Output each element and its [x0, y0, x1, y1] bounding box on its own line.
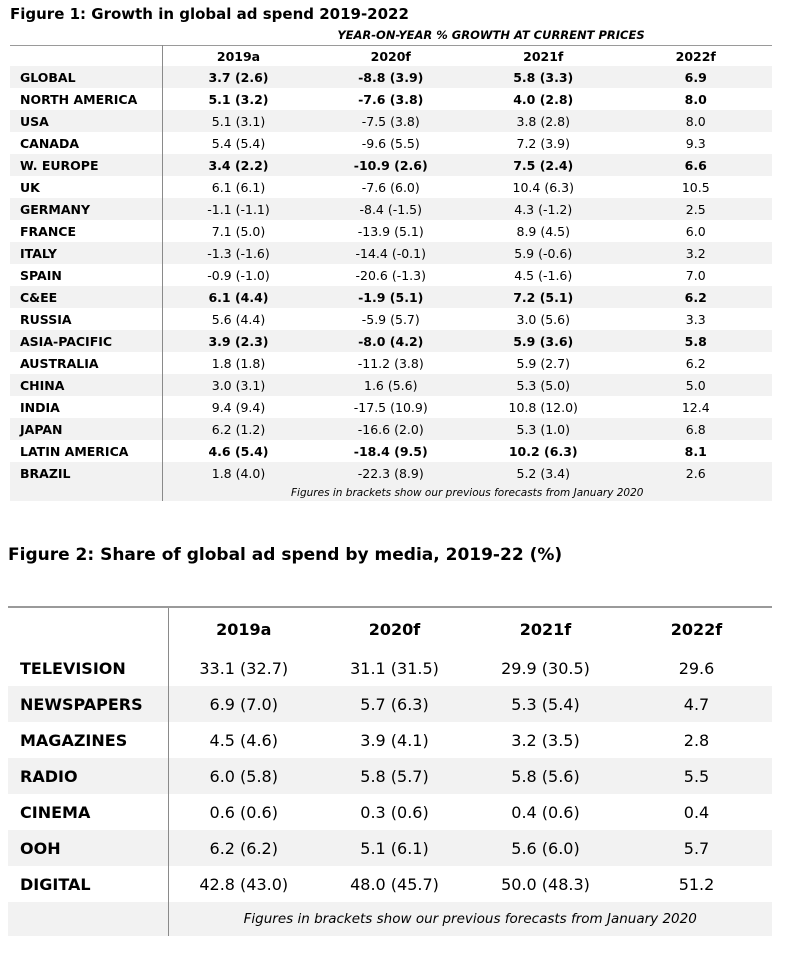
figure1-title: Figure 1: Growth in global ad spend 2019-2022: [10, 5, 409, 23]
column-header: 2020f: [368, 619, 421, 639]
table-cell: 8.0: [620, 110, 773, 132]
table-row: [10, 176, 772, 198]
footnote-row: [8, 902, 772, 936]
column-header: 2020f: [370, 48, 411, 64]
table-row: [10, 242, 772, 264]
header-row: [8, 607, 772, 650]
table-row: [10, 132, 772, 154]
table-cell: 3.2: [620, 242, 773, 264]
row-label: W. EUROPE: [10, 154, 162, 176]
figure1-table-body: [10, 46, 772, 502]
table-cell: 6.9: [620, 66, 773, 88]
table-row: [10, 308, 772, 330]
table-cell: 3.0 (3.1): [162, 374, 315, 396]
row-label: UK: [10, 176, 162, 198]
table-cell: 5.6 (4.4): [211, 311, 266, 327]
table-row: [8, 794, 772, 830]
table-cell: 6.9 (7.0): [168, 686, 319, 722]
table-cell: 3.2 (3.5): [511, 730, 580, 750]
table-cell: 8.1: [684, 443, 707, 459]
table-cell: 4.5 (4.6): [209, 730, 278, 750]
table-cell: 48.0 (45.7): [350, 874, 439, 894]
table-cell: 3.9 (2.3): [162, 330, 315, 352]
table-cell: 9.4 (9.4): [211, 399, 266, 415]
table-cell: -1.3 (-1.6): [162, 242, 315, 264]
table-cell: -9.6 (5.5): [361, 135, 420, 151]
table-cell: 8.0: [684, 91, 707, 107]
table-cell: 50.0 (48.3): [501, 874, 590, 894]
table-row: [10, 88, 772, 110]
table-cell: 5.8 (3.3): [467, 66, 620, 88]
table-cell: -8.4 (-1.5): [315, 198, 468, 220]
table-cell: 29.9 (30.5): [501, 658, 590, 678]
table-cell: 29.6: [678, 658, 715, 678]
table-cell: 5.8 (5.7): [319, 758, 470, 794]
header-corner: [10, 46, 162, 67]
table-cell: 2.6: [620, 462, 773, 484]
table-cell: -5.9 (5.7): [361, 311, 420, 327]
row-label: ITALY: [10, 242, 162, 264]
column-header: 2021f: [519, 619, 572, 639]
table-cell: 7.5 (2.4): [467, 154, 620, 176]
column-header: 2019a: [216, 619, 272, 639]
figure2-table: [8, 606, 772, 936]
table-cell: 0.3 (0.6): [360, 802, 429, 822]
table-cell: 5.5: [621, 758, 772, 794]
table-row: [10, 220, 772, 242]
table-cell: -1.1 (-1.1): [162, 198, 315, 220]
table-row: [10, 264, 772, 286]
table-cell: 3.7 (2.6): [162, 66, 315, 88]
footnote: Figures in brackets show our previous forecasts from January 2020: [168, 902, 772, 936]
figure2-title: Figure 2: Share of global ad spend by media, 2019-22 (%): [8, 545, 563, 565]
table-cell: -14.4 (-0.1): [315, 242, 468, 264]
column-header: 2021f: [523, 48, 564, 64]
table-cell: 5.3 (1.0): [467, 418, 620, 440]
table-cell: 5.1 (6.1): [319, 830, 470, 866]
table-cell: 5.1 (3.2): [208, 91, 269, 107]
row-label: AUSTRALIA: [10, 352, 162, 374]
row-label: GERMANY: [10, 198, 162, 220]
row-label: OOH: [8, 830, 168, 866]
table-cell: 5.7 (6.3): [319, 686, 470, 722]
table-cell: 5.9 (3.6): [467, 330, 620, 352]
row-label: BRAZIL: [10, 462, 162, 484]
table-cell: 6.8: [620, 418, 773, 440]
column-header: 2019a: [216, 48, 261, 64]
table-row: [10, 462, 772, 484]
row-label: NEWSPAPERS: [8, 686, 168, 722]
figure1-table: [10, 45, 772, 501]
table-row: [8, 830, 772, 866]
table-cell: -11.2 (3.8): [357, 355, 424, 371]
table-row: [10, 286, 772, 308]
table-cell: -10.9 (2.6): [315, 154, 468, 176]
row-label: TELEVISION: [8, 650, 168, 686]
row-label: GLOBAL: [10, 66, 162, 88]
table-cell: 10.2 (6.3): [508, 443, 578, 459]
table-cell: 4.0 (2.8): [513, 91, 574, 107]
table-cell: 5.1 (3.1): [162, 110, 315, 132]
row-label: FRANCE: [10, 220, 162, 242]
table-cell: 4.7: [621, 686, 772, 722]
row-label: C&EE: [10, 286, 162, 308]
table-cell: 10.8 (12.0): [508, 399, 578, 415]
table-cell: 5.0: [620, 374, 773, 396]
table-cell: 3.0 (5.6): [516, 311, 570, 327]
row-label: INDIA: [10, 396, 162, 418]
table-row: [10, 374, 772, 396]
table-cell: -22.3 (8.9): [315, 462, 468, 484]
table-cell: 6.2: [620, 286, 773, 308]
row-label: MAGAZINES: [8, 722, 168, 758]
table-cell: -7.6 (3.8): [358, 91, 424, 107]
table-row: [8, 722, 772, 758]
table-cell: 6.1 (6.1): [211, 179, 266, 195]
table-cell: -17.5 (10.9): [353, 399, 428, 415]
row-label: CINEMA: [8, 794, 168, 830]
table-row: [8, 866, 772, 902]
table-row: [10, 110, 772, 132]
table-cell: 33.1 (32.7): [199, 658, 289, 678]
table-cell: 6.0: [685, 223, 706, 239]
table-cell: 0.4: [683, 802, 710, 822]
table-cell: 6.2: [685, 355, 706, 371]
table-cell: 2.5: [620, 198, 773, 220]
table-cell: 0.6 (0.6): [209, 802, 278, 822]
row-label: CHINA: [10, 374, 162, 396]
table-row: [10, 440, 772, 462]
table-cell: 6.6: [620, 154, 773, 176]
row-label: ASIA-PACIFIC: [10, 330, 162, 352]
table-cell: 3.9 (4.1): [360, 730, 429, 750]
table-row: [10, 396, 772, 418]
table-cell: 12.4: [681, 399, 710, 415]
table-cell: -1.9 (5.1): [315, 286, 468, 308]
table-cell: 3.3: [685, 311, 706, 327]
table-row: [10, 154, 772, 176]
table-cell: 5.3 (5.0): [467, 374, 620, 396]
table-cell: 7.1 (5.0): [211, 223, 266, 239]
table-cell: 5.9 (2.7): [516, 355, 570, 371]
table-cell: 3.8 (2.8): [467, 110, 620, 132]
footnote: Figures in brackets show our previous forecasts from January 2020: [162, 484, 772, 501]
table-cell: -8.0 (4.2): [315, 330, 468, 352]
row-label: JAPAN: [10, 418, 162, 440]
row-label: CANADA: [10, 132, 162, 154]
table-cell: 1.6 (5.6): [315, 374, 468, 396]
figure2-table-body: [8, 607, 772, 936]
table-cell: -13.9 (5.1): [357, 223, 424, 239]
table-row: [10, 330, 772, 352]
table-cell: 5.2 (3.4): [467, 462, 620, 484]
table-cell: 9.3: [685, 135, 706, 151]
header-row: [10, 46, 772, 67]
figure1-table-container: [10, 26, 772, 501]
footnote-row: [10, 484, 772, 501]
table-cell: -20.6 (-1.3): [355, 267, 426, 283]
table-cell: -7.5 (3.8): [315, 110, 468, 132]
table-cell: -16.6 (2.0): [315, 418, 468, 440]
table-cell: 1.8 (1.8): [211, 355, 266, 371]
table-cell: 5.8: [620, 330, 773, 352]
table-cell: 10.5: [681, 179, 710, 195]
table-cell: 4.5 (-1.6): [514, 267, 573, 283]
table-row: [10, 66, 772, 88]
table-row: [8, 758, 772, 794]
table-cell: 51.2: [678, 874, 715, 894]
table-cell: -18.4 (9.5): [353, 443, 428, 459]
table-cell: 8.9 (4.5): [516, 223, 570, 239]
column-header: 2022f: [670, 619, 723, 639]
table-row: [8, 650, 772, 686]
table-cell: 3.4 (2.2): [162, 154, 315, 176]
table-cell: 6.1 (4.4): [162, 286, 315, 308]
table-cell: 7.0: [685, 267, 706, 283]
table-cell: 7.2 (3.9): [516, 135, 570, 151]
header-corner: [8, 607, 168, 650]
table-cell: 42.8 (43.0): [199, 874, 289, 894]
table-cell: 4.3 (-1.2): [467, 198, 620, 220]
table-row: [10, 418, 772, 440]
footnote-spacer: [10, 484, 162, 501]
table-cell: 1.8 (4.0): [162, 462, 315, 484]
table-cell: 5.7: [621, 830, 772, 866]
row-label: LATIN AMERICA: [10, 440, 162, 462]
table-cell: 6.0 (5.8): [168, 758, 319, 794]
table-cell: 5.9 (-0.6): [467, 242, 620, 264]
table-cell: 0.4 (0.6): [511, 802, 580, 822]
table-cell: 2.8: [683, 730, 710, 750]
table-row: [10, 198, 772, 220]
row-label: DIGITAL: [8, 866, 168, 902]
table-cell: 10.4 (6.3): [512, 179, 574, 195]
table-cell: 5.4 (5.4): [211, 135, 266, 151]
row-label: NORTH AMERICA: [10, 88, 162, 110]
figure2-table-container: [8, 606, 772, 936]
row-label: RADIO: [8, 758, 168, 794]
row-label: SPAIN: [10, 264, 162, 286]
table-cell: -8.8 (3.9): [315, 66, 468, 88]
table-cell: 6.2 (6.2): [168, 830, 319, 866]
footnote-spacer: [8, 902, 168, 936]
row-label: USA: [10, 110, 162, 132]
table-cell: 31.1 (31.5): [350, 658, 439, 678]
column-header: 2022f: [675, 48, 716, 64]
table-cell: -7.6 (6.0): [361, 179, 420, 195]
table-row: [10, 352, 772, 374]
figure1-subtitle: YEAR-ON-YEAR % GROWTH AT CURRENT PRICES: [337, 28, 645, 42]
row-label: RUSSIA: [10, 308, 162, 330]
table-cell: 5.6 (6.0): [470, 830, 621, 866]
table-cell: 5.8 (5.6): [470, 758, 621, 794]
table-cell: 4.6 (5.4): [208, 443, 269, 459]
table-cell: 7.2 (5.1): [467, 286, 620, 308]
table-cell: 5.3 (5.4): [470, 686, 621, 722]
table-row: [8, 686, 772, 722]
table-cell: -0.9 (-1.0): [207, 267, 270, 283]
table-cell: 6.2 (1.2): [162, 418, 315, 440]
